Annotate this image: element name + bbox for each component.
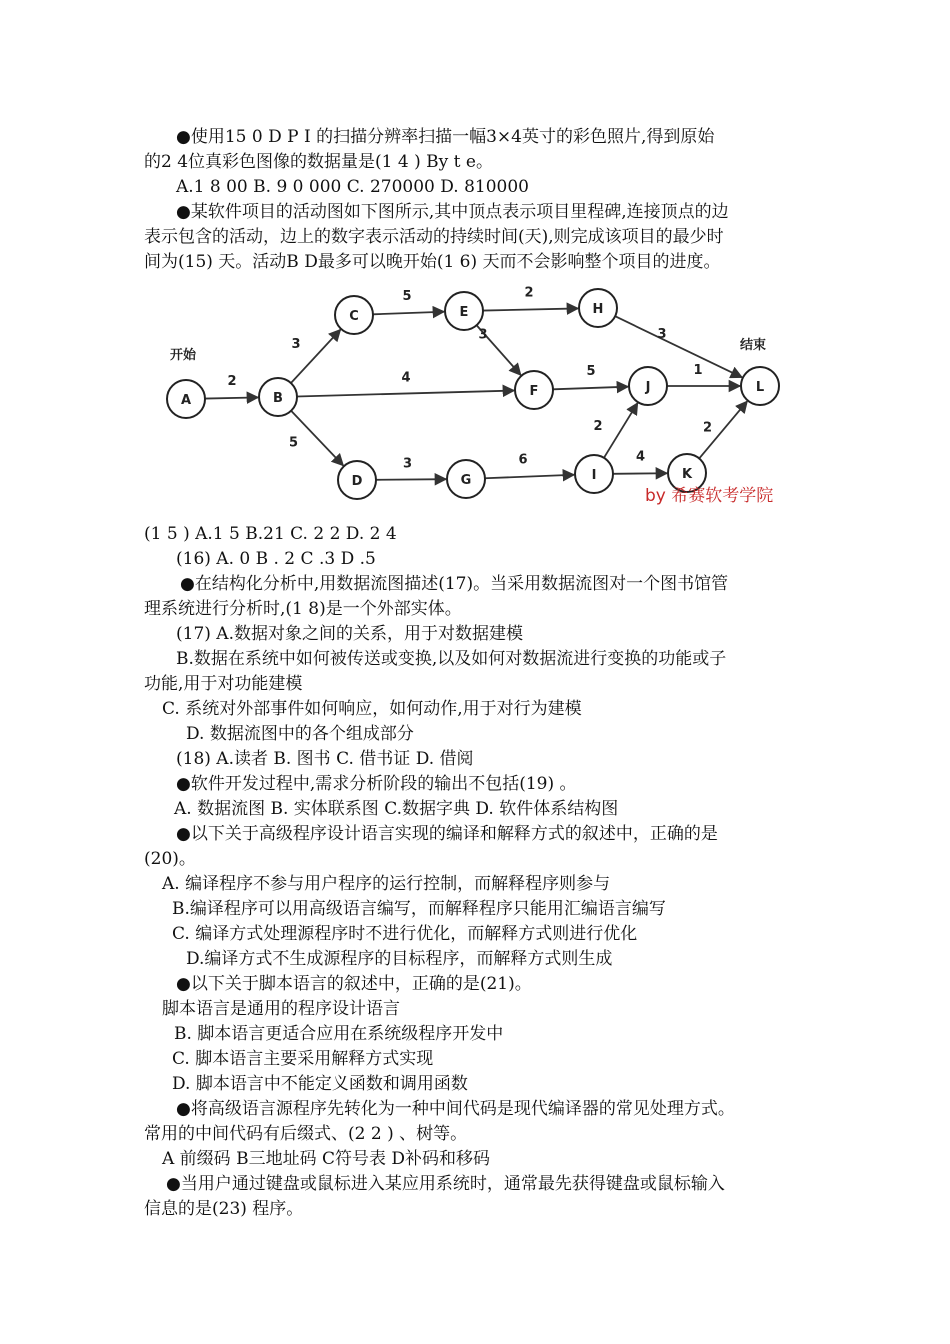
edge-weight-label: 5 (402, 289, 412, 304)
node-label: B (273, 391, 283, 406)
text-line-26: 脚本语言是通用的程序设计语言 (162, 999, 400, 1019)
edge-E-F (477, 325, 521, 375)
text-line-20: (20)。 (144, 849, 196, 869)
edge-G-I (485, 453, 574, 479)
node-label: J (645, 380, 651, 395)
text-line-29: D. 脚本语言中不能定义函数和调用函数 (172, 1074, 468, 1094)
text-line-21: A. 编译程序不参与用户程序的运行控制，而解释程序则参与 (162, 874, 611, 894)
edge-weight-label: 3 (478, 327, 488, 343)
text-line-33: ●当用户通过键盘或鼠标进入某应用系统时，通常最先获得键盘或鼠标输入 (166, 1174, 725, 1194)
edge-arrow (297, 391, 514, 397)
text-line-6: 间为(15) 天。活动B D最多可以晚开始(1 6) 天而不会影响整个项目的进度。 (144, 252, 721, 272)
edge-arrow (604, 403, 638, 458)
text-line-9: ●在结构化分析中,用数据流图描述(17)。当采用数据流图对一个图书馆管 (180, 574, 729, 594)
end-label: 结束 (740, 338, 767, 353)
node-E (445, 292, 483, 330)
node-label: I (591, 468, 597, 483)
text-line-30: ●将高级语言源程序先转化为一种中间代码是现代编译器的常见处理方式。 (176, 1099, 735, 1119)
text-line-28: C. 脚本语言主要采用解释方式实现 (172, 1049, 434, 1069)
edge-weight-label: 3 (657, 327, 667, 342)
text-line-27: B. 脚本语言更适合应用在系统级程序开发中 (174, 1024, 504, 1044)
edge-weight-label: 4 (401, 370, 411, 386)
node-A (167, 380, 205, 418)
edge-weight-label: 1 (693, 363, 703, 378)
text-line-7: (1 5 ) A.1 5 B.21 C. 2 2 D. 2 4 (144, 524, 397, 544)
edge-arrow (376, 479, 446, 480)
edge-arrow (288, 411, 343, 466)
text-line-11: (17) A.数据对象之间的关系，用于对数据建模 (176, 624, 523, 644)
edge-F-J (553, 364, 628, 389)
node-L (741, 367, 779, 405)
watermark: by 希赛软考学院 (645, 486, 774, 506)
edge-weight-label: 2 (593, 419, 603, 434)
activity-network-diagram (150, 282, 810, 514)
edge-B-F (297, 371, 514, 397)
text-line-4: ●某软件项目的活动图如下图所示,其中顶点表示项目里程碑,连接顶点的边 (176, 202, 729, 222)
node-label: H (592, 302, 604, 317)
edge-weight-label: 4 (635, 449, 646, 465)
node-I (575, 455, 613, 493)
edge-weight-label: 3 (291, 337, 301, 352)
text-line-16: (18) A.读者 B. 图书 C. 借书证 D. 借阅 (176, 749, 474, 769)
node-label: C (349, 309, 359, 324)
edge-I-K (613, 450, 667, 474)
node-C (335, 296, 373, 334)
text-line-17: ●软件开发过程中,需求分析阶段的输出不包括(19) 。 (176, 774, 577, 794)
edge-C-E (373, 289, 444, 314)
node-label: A (180, 393, 192, 408)
text-line-15: D. 数据流图中的各个组成部分 (186, 724, 414, 744)
text-line-34: 信息的是(23) 程序。 (144, 1199, 304, 1219)
node-J (629, 367, 667, 405)
edge-weight-label: 5 (288, 435, 299, 451)
text-line-25: ●以下关于脚本语言的叙述中，正确的是(21)。 (176, 974, 532, 994)
text-line-13: 功能,用于对功能建模 (144, 674, 303, 694)
edge-J-L (667, 363, 740, 386)
edge-weight-label: 5 (586, 364, 596, 379)
edge-arrow (483, 308, 578, 310)
edge-weight-label: 2 (227, 374, 237, 389)
edge-I-J (593, 403, 637, 458)
text-line-10: 理系统进行分析时,(1 8)是一个外部实体。 (144, 599, 462, 619)
text-line-3: A.1 8 00 B. 9 0 000 C. 270000 D. 810000 (176, 177, 529, 197)
edge-weight-label: 2 (524, 285, 534, 301)
edge-A-B (205, 374, 258, 399)
edge-arrow (553, 387, 628, 390)
start-label: 开始 (170, 348, 197, 363)
edge-B-D (289, 411, 343, 466)
text-line-12: B.数据在系统中如何被传送或变换,以及如何对数据流进行变换的功能或子 (176, 649, 727, 669)
node-label: F (529, 384, 539, 399)
text-line-8: (16) A. 0 B . 2 C .3 D .5 (176, 549, 376, 569)
edge-E-H (483, 286, 578, 311)
text-line-2: 的2 4位真彩色图像的数据量是(1 4 ) By t e。 (144, 152, 493, 172)
edge-weight-label: 3 (402, 456, 413, 472)
node-G (447, 460, 485, 498)
node-label: K (681, 467, 693, 482)
node-D (338, 461, 376, 499)
node-label: E (459, 305, 469, 320)
text-line-23: C. 编译方式处理源程序时不进行优化，而解释方式则进行优化 (172, 924, 638, 944)
edge-arrow (205, 397, 258, 398)
text-line-1: ●使用15 0 D P I 的扫描分辨率扫描一幅3×4英寸的彩色照片,得到原始 (176, 127, 715, 147)
node-B (259, 378, 297, 416)
text-line-19: ●以下关于高级程序设计语言实现的编译和解释方式的叙述中，正确的是 (176, 824, 718, 844)
text-line-5: 表示包含的活动，边上的数字表示活动的持续时间(天),则完成该项目的最少时 (144, 227, 724, 247)
edge-K-L (699, 401, 747, 458)
node-H (579, 289, 617, 327)
node-label: L (755, 380, 765, 395)
text-line-14: C. 系统对外部事件如何响应，如何动作,用于对行为建模 (162, 699, 582, 719)
edge-B-C (291, 330, 340, 383)
node-label: G (460, 473, 472, 488)
node-F (515, 371, 553, 409)
edge-arrow (615, 316, 742, 377)
edge-arrow (613, 473, 667, 474)
text-line-31: 常用的中间代码有后缀式、(2 2 ) 、树等。 (144, 1124, 468, 1144)
edge-weight-label: 2 (702, 420, 713, 436)
edge-weight-label: 6 (518, 452, 528, 468)
text-line-32: A 前缀码 B三地址码 C符号表 D补码和移码 (162, 1149, 491, 1169)
text-line-18: A. 数据流图 B. 实体联系图 C.数据字典 D. 软件体系结构图 (174, 799, 619, 819)
edge-arrow (373, 312, 444, 315)
edge-arrow (485, 475, 574, 478)
node-label: D (351, 474, 363, 489)
text-line-24: D.编译方式不生成源程序的目标程序，而解释方式则生成 (186, 949, 613, 969)
edge-H-L (615, 316, 742, 377)
edge-D-G (376, 457, 446, 480)
text-line-22: B.编译程序可以用高级语言编写，而解释程序只能用汇编语言编写 (172, 899, 666, 919)
